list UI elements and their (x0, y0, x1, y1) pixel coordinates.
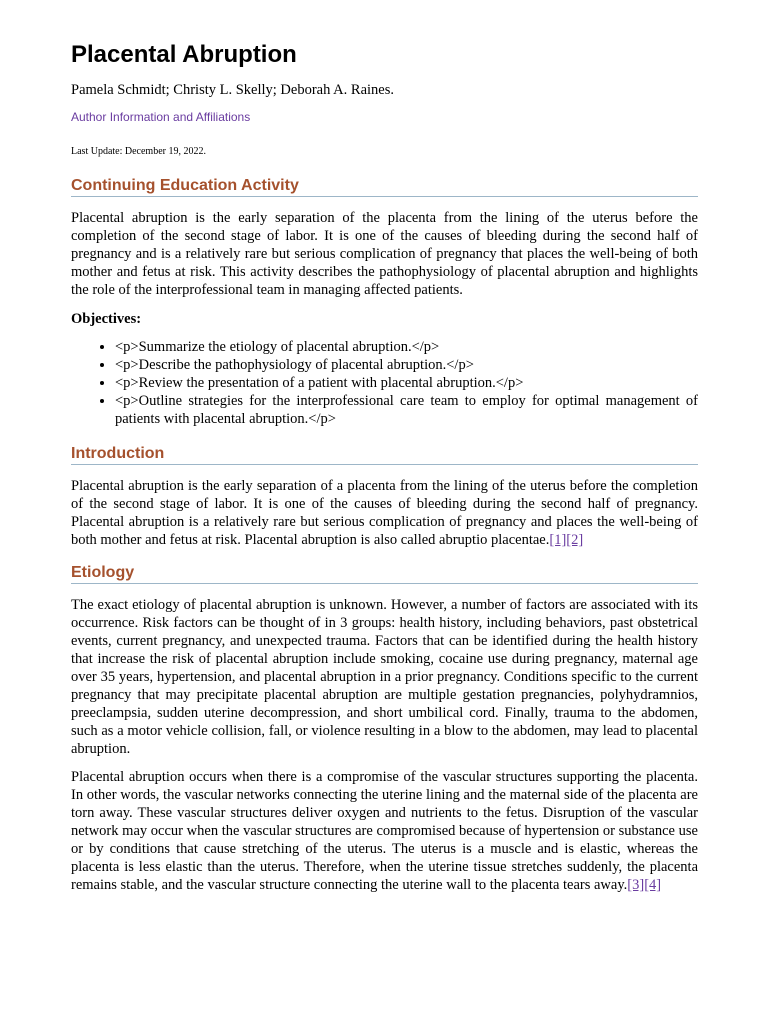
introduction-paragraph (71, 477, 698, 549)
author-list: Pamela Schmidt; Christy L. Skelly; Deborah A. Raines. (71, 82, 394, 98)
etiology-paragraph-2-text: Placental abruption occurs when there is a compromise of the vascular structures supporting the placenta. In other words, the vascular networks connecting the uterine lining and the maternal side of the placenta are torn away. These vascular structures deliver oxygen and nutrients to the fetus. Disruption of the vascular network may occur when the vascular structures are compromised because of hypertension or substance use or by conditions that cause stretching of the uterus. The uterus is a muscle and is elastic, whereas the placenta is less elastic than the uterus. Therefore, when the uterine tissue stretches suddenly, the placenta remains stable, and the vascular structure connecting the uterine wall to the placenta tears away. (71, 769, 698, 893)
reference-link[interactable]: [4] (644, 877, 662, 893)
objective-item: • <p>Review the presentation of a patient with placental abruption.</p> (115, 374, 698, 392)
objective-item: • <p>Outline strategies for the interprofessional care team to employ for optimal management of patients with placental abruption.</p> (115, 392, 698, 428)
objectives-list (71, 338, 698, 428)
article-page (71, 40, 698, 894)
reference-link[interactable]: [2] (566, 532, 584, 548)
author-affiliations-link[interactable]: Author Information and Affiliations (71, 110, 251, 124)
page-title: Placental Abruption (71, 41, 297, 68)
introduction-text: Placental abruption is the early separation of a placenta from the lining of the uterus before the completion of the second stage of labor. It is one of the causes of bleeding during the second half of pregnancy. Placental abruption is a relatively rare but serious complication of pregnancy and places the well-being of both mother and fetus at risk. Placental abruption is also called abruptio placentae. (71, 478, 698, 548)
etiology-paragraph-1: The exact etiology of placental abruption is unknown. However, a number of factors are associated with its occurrence. Risk factors can be thought of in 3 groups: health history, including behaviors, past obstetrical events, current pregnancy, and unexpected trauma. Factors that can be identified during the health history that increase the risk of placental abruption include smoking, cocaine use during pregnancy, maternal age over 35 years, hypertension, and placental abruption in a prior pregnancy. Conditions specific to the current pregnancy that may precipitate placental abruption are multiple gestation pregnancies, polyhydramnios, preeclampsia, sudden uterine decompression, and short umbilical cord. Finally, trauma to the abdomen, such as a motor vehicle collision, fall, or violence resulting in a blow to the abdomen, may lead to placental abruption. (71, 597, 698, 757)
objective-item: • <p>Summarize the etiology of placental abruption.</p> (115, 338, 698, 356)
objective-item: • <p>Describe the pathophysiology of placental abruption.</p> (115, 356, 698, 374)
last-update: Last Update: December 19, 2022. (71, 146, 206, 157)
reference-link[interactable]: [1] (549, 532, 567, 548)
etiology-paragraph-2 (71, 768, 698, 894)
reference-link[interactable]: [3] (627, 877, 645, 893)
section-heading-introduction: Introduction (71, 444, 698, 465)
objectives-label: Objectives: (71, 311, 142, 327)
section-heading-etiology: Etiology (71, 563, 698, 584)
section-heading-continuing-education: Continuing Education Activity (71, 176, 698, 197)
continuing-education-paragraph: Placental abruption is the early separation of the placenta from the lining of the uterus before the completion of the second stage of labor. It is one of the causes of bleeding during the second half of pregnancy and is a relatively rare but serious complication of pregnancy that places the well-being of both mother and fetus at risk. This activity describes the pathophysiology of placental abruption and highlights the role of the interprofessional team in managing affected patients. (71, 210, 698, 298)
